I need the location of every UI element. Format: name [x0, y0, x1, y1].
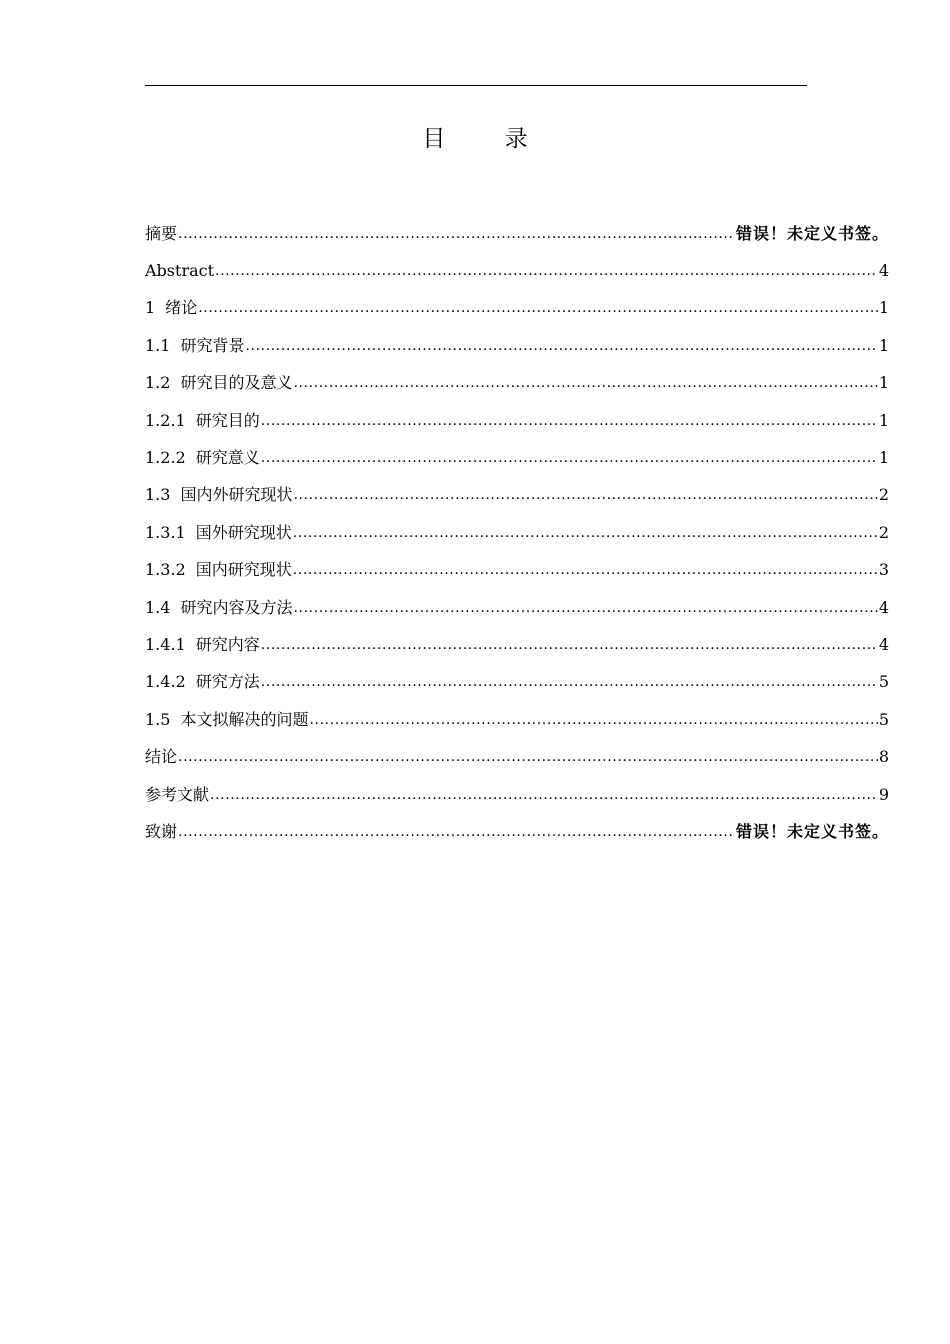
toc-entry-label	[145, 485, 292, 505]
toc-dot-leader	[293, 523, 878, 543]
toc-title: 目 录	[422, 126, 554, 152]
toc-dot-leader	[245, 336, 877, 356]
toc-entry-text: 摘要	[145, 223, 178, 243]
toc-entry-label	[145, 785, 209, 805]
toc-entry[interactable]	[145, 589, 889, 626]
toc-page-number: 1	[878, 298, 889, 318]
toc-dot-leader	[293, 373, 877, 393]
toc-page-number: 2	[878, 485, 889, 505]
toc-entry[interactable]	[145, 664, 889, 701]
toc-entry-text: 研究内容	[195, 634, 260, 654]
toc-entry[interactable]	[145, 776, 889, 813]
toc-entry-number: 1.3	[145, 485, 171, 505]
toc-entry-text: 结论	[145, 747, 178, 767]
toc-entry-label	[145, 224, 177, 244]
toc-dot-leader	[261, 411, 878, 431]
toc-entry[interactable]	[145, 477, 889, 514]
toc-entry-text: 参考文献	[145, 784, 210, 804]
toc-dot-leader	[261, 635, 878, 655]
toc-page-number: 4	[878, 597, 889, 617]
toc-entry-number: 1.2	[145, 373, 171, 393]
toc-entry-label	[145, 261, 214, 281]
toc-entry-text: 国外研究现状	[195, 522, 292, 542]
toc-dot-leader	[293, 560, 878, 580]
table-of-contents	[145, 215, 889, 851]
toc-entry-label	[145, 448, 260, 468]
toc-page-number: 5	[878, 709, 889, 729]
toc-entry-text: 研究意义	[195, 448, 260, 468]
toc-entry-text: 研究方法	[195, 672, 260, 692]
toc-entry-number: 1.1	[145, 335, 171, 355]
toc-dot-leader	[215, 261, 878, 281]
toc-entry-number: 1.2.2	[145, 448, 186, 468]
toc-entry-text: 绪论	[165, 298, 198, 318]
toc-entry-number: 1.4.1	[145, 634, 186, 654]
toc-entry-number: 1.4	[145, 597, 171, 617]
toc-page-number: 1	[878, 373, 889, 393]
toc-page-number: 1	[878, 448, 889, 468]
toc-entry-label	[145, 635, 260, 655]
toc-entry[interactable]	[145, 252, 889, 289]
toc-entry-text: 研究目的及意义	[180, 373, 293, 393]
toc-dot-leader	[309, 710, 877, 730]
toc-entry[interactable]	[145, 552, 889, 589]
toc-entry-text: 国内外研究现状	[180, 485, 293, 505]
toc-dot-leader	[261, 672, 878, 692]
toc-entry[interactable]	[145, 402, 889, 439]
toc-entry[interactable]	[145, 813, 889, 850]
toc-dot-leader	[261, 448, 878, 468]
toc-bookmark-error: 错误！未定义书签。	[735, 821, 889, 841]
toc-bookmark-error: 错误！未定义书签。	[735, 223, 889, 243]
toc-entry-number: 1.3.2	[145, 560, 186, 580]
toc-entry[interactable]	[145, 738, 889, 775]
toc-entry-number: 1.5	[145, 709, 171, 729]
toc-entry-label	[145, 560, 292, 580]
toc-entry-label	[145, 373, 292, 393]
toc-entry-label	[145, 298, 197, 318]
toc-entry-text: Abstract	[145, 261, 215, 281]
toc-entry-number: 1	[145, 298, 156, 318]
toc-page-number: 8	[878, 747, 889, 767]
toc-entry[interactable]	[145, 439, 889, 476]
toc-entry[interactable]	[145, 626, 889, 663]
toc-dot-leader	[178, 224, 735, 244]
toc-entry-label	[145, 747, 177, 767]
toc-entry-text: 研究背景	[180, 335, 245, 355]
toc-page-number: 4	[878, 261, 889, 281]
toc-entry[interactable]	[145, 701, 889, 738]
toc-entry-label	[145, 411, 260, 431]
toc-entry-label	[145, 710, 308, 730]
toc-dot-leader	[210, 785, 878, 805]
toc-entry[interactable]	[145, 290, 889, 327]
toc-entry-number: 1.4.2	[145, 672, 186, 692]
toc-page-number: 4	[878, 634, 889, 654]
toc-page-number: 1	[878, 335, 889, 355]
toc-entry-label	[145, 822, 177, 842]
toc-dot-leader	[178, 822, 735, 842]
toc-entry-text: 研究内容及方法	[180, 597, 293, 617]
toc-entry-label	[145, 598, 292, 618]
toc-page-number: 3	[878, 560, 889, 580]
toc-dot-leader	[178, 747, 878, 767]
toc-entry[interactable]	[145, 365, 889, 402]
toc-entry-label	[145, 523, 292, 543]
header-rule	[145, 85, 807, 86]
toc-entry-text: 本文拟解决的问题	[180, 709, 309, 729]
toc-page-number: 9	[878, 784, 889, 804]
toc-page-number: 5	[878, 672, 889, 692]
toc-entry-label	[145, 672, 260, 692]
toc-dot-leader	[293, 598, 877, 618]
toc-entry-number: 1.3.1	[145, 522, 186, 542]
toc-dot-leader	[293, 485, 877, 505]
toc-page-number: 1	[878, 410, 889, 430]
toc-dot-leader	[198, 298, 878, 318]
toc-entry-text: 研究目的	[195, 410, 260, 430]
toc-entry-text: 国内研究现状	[195, 560, 292, 580]
toc-entry[interactable]	[145, 215, 889, 252]
toc-entry[interactable]	[145, 327, 889, 364]
toc-entry-label	[145, 336, 244, 356]
toc-page-number: 2	[878, 522, 889, 542]
toc-entry[interactable]	[145, 514, 889, 551]
toc-entry-number: 1.2.1	[145, 410, 186, 430]
toc-entry-text: 致谢	[145, 821, 178, 841]
